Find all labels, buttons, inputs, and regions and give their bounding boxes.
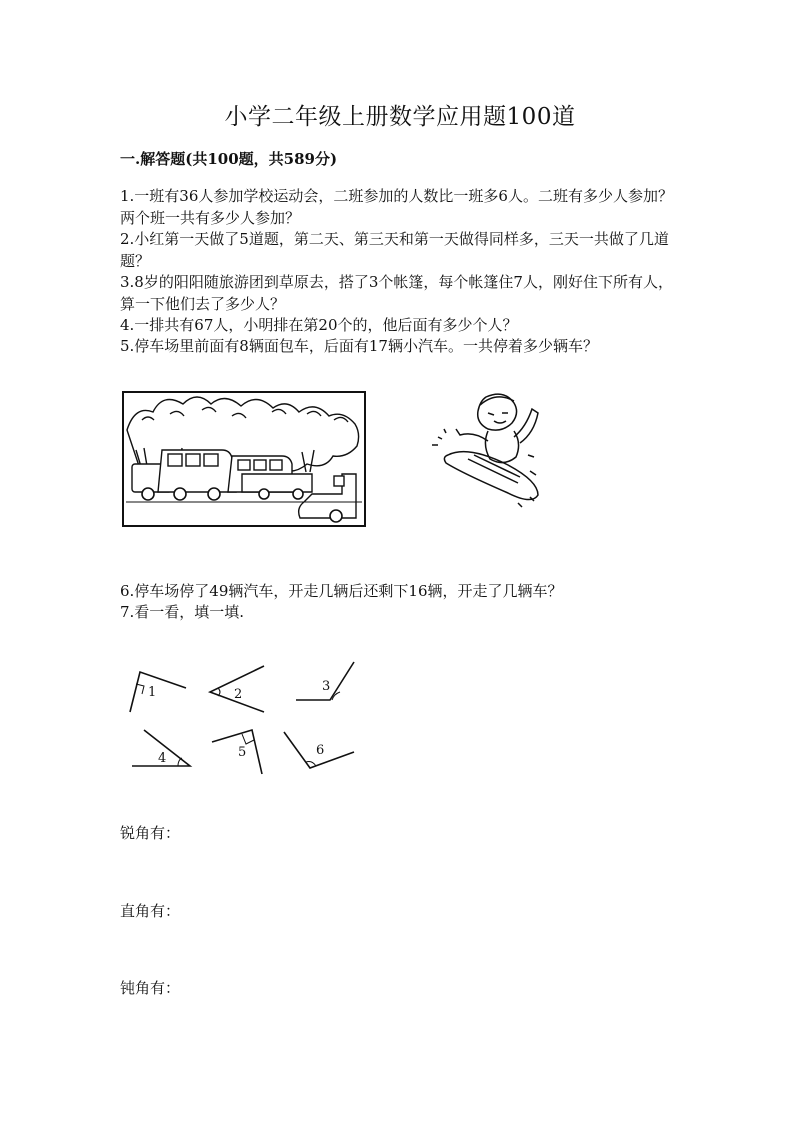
- angle-figures: [124, 658, 364, 778]
- acute-angle-blank: 锐角有：: [120, 824, 181, 842]
- question-6: 6.停车场停了49辆汽车，开走几辆后还剩下16辆，开走了几辆车？: [120, 582, 563, 600]
- angle-label-3: 3: [322, 679, 331, 694]
- question-3: 3.8岁的阳阳随旅游团到草原去，搭了3个帐篷，每个帐篷住7人，刚好住下所有人，算一下他们去了多少人？: [120, 273, 673, 313]
- right-angle-blank: 直角有：: [120, 902, 181, 920]
- question-4: 4.一排共有67人，小明排在第20个的，他后面有多少个人？: [120, 316, 518, 334]
- question-7: 7.看一看，填一填.: [120, 603, 245, 621]
- page-title: 小学二年级上册数学应用题100道: [224, 104, 576, 130]
- angle-1-shape: [130, 672, 186, 712]
- section-heading: 一.解答题(共100题，共589分): [120, 150, 338, 168]
- obtuse-angle-blank: 钝角有：: [120, 979, 181, 997]
- question-1: 1.一班有36人参加学校运动会，二班参加的人数比一班多6人。二班有多少人参加？两个班一共有多少人参加？: [120, 187, 673, 227]
- question-2: 2.小红第一天做了5道题，第二天、第三天和第一天做得同样多，三天一共做了几道题？: [120, 230, 669, 270]
- angle-label-6: 6: [316, 743, 325, 758]
- angle-label-5: 5: [238, 745, 247, 760]
- parking-lot-illustration: [122, 390, 368, 530]
- angle-5-shape: [212, 730, 262, 774]
- angle-label-4: 4: [158, 751, 167, 766]
- angle-label-1: 1: [148, 685, 157, 700]
- question-5: 5.停车场里前面有8辆面包车，后面有17辆小汽车。一共停着多少辆车？: [120, 337, 598, 355]
- angle-label-2: 2: [234, 687, 243, 702]
- snowboarder-illustration: [418, 385, 553, 515]
